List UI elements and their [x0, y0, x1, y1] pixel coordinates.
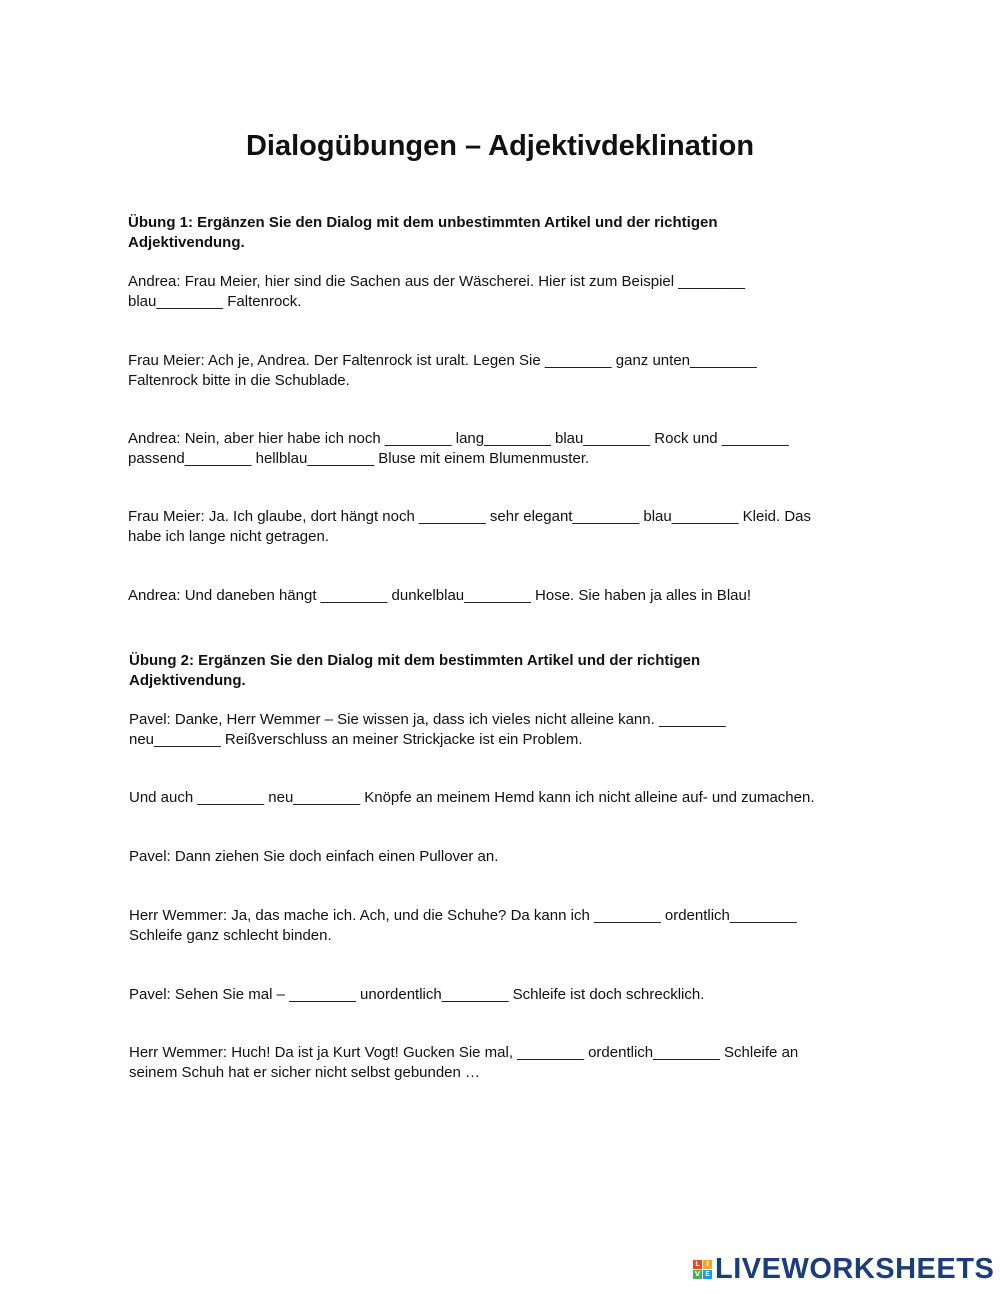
logo-mark-letter: I [703, 1260, 712, 1269]
dialog-text: seinem Schuh hat er sicher nicht selbst gebunden … [129, 1064, 481, 1081]
dialog-line [128, 351, 757, 391]
dialog-line [128, 272, 745, 312]
dialog-text: Andrea: Frau Meier, hier sind die Sachen aus der Wäscherei. Hier ist zum Beispiel ________ [128, 273, 745, 290]
dialog-text: Frau Meier: Ja. Ich glaube, dort hängt noch ________ sehr elegant________ blau________ Kleid. Das [128, 508, 811, 525]
logo-mark-icon [693, 1260, 712, 1279]
dialog-text: Und auch ________ neu________ Knöpfe an meinem Hemd kann ich nicht alleine auf- und zumachen. [129, 789, 815, 806]
dialog-line [129, 788, 814, 808]
heading-line: Adjektivendung. [128, 234, 245, 251]
dialog-text: Herr Wemmer: Ja, das mache ich. Ach, und die Schuhe? Da kann ich ________ ordentlich________ [129, 907, 797, 924]
dialog-line [129, 1043, 798, 1083]
page-title: Dialogübungen – Adjektivdeklination [245, 130, 755, 162]
dialog-text: passend________ hellblau________ Bluse mit einem Blumenmuster. [128, 450, 590, 467]
dialog-text: Pavel: Sehen Sie mal – ________ unordentlich________ Schleife ist doch schrecklich. [129, 986, 705, 1003]
dialog-line [128, 507, 811, 547]
exercise-2-heading [129, 651, 700, 691]
dialog-line [129, 710, 726, 750]
dialog-text: Andrea: Und daneben hängt ________ dunkelblau________ Hose. Sie haben ja alles in Blau! [128, 587, 751, 604]
dialog-text: Frau Meier: Ach je, Andrea. Der Faltenrock ist uralt. Legen Sie ________ ganz unten________ [128, 352, 757, 369]
logo-mark-letter: L [693, 1260, 702, 1269]
dialog-line [129, 847, 498, 867]
dialog-line [128, 429, 789, 469]
dialog-text: Faltenrock bitte in die Schublade. [128, 372, 350, 389]
heading-line: Adjektivendung. [129, 672, 246, 689]
dialog-text: Schleife ganz schlecht binden. [129, 927, 332, 944]
logo-mark-letter: E [703, 1270, 712, 1279]
liveworksheets-logo [693, 1254, 994, 1284]
dialog-line [129, 906, 797, 946]
dialog-line [128, 586, 751, 606]
dialog-text: Pavel: Dann ziehen Sie doch einfach einen Pullover an. [129, 848, 499, 865]
logo-mark-letter: V [694, 1269, 701, 1278]
heading-line: Übung 1: Ergänzen Sie den Dialog mit dem unbestimmten Artikel und der richtigen [128, 214, 718, 231]
logo-text: LIVEWORKSHEETS [715, 1253, 995, 1285]
dialog-text: habe ich lange nicht getragen. [128, 528, 329, 545]
dialog-text: Pavel: Danke, Herr Wemmer – Sie wissen ja, dass ich vieles nicht alleine kann. ________ [129, 711, 726, 728]
exercise-1-heading [128, 213, 718, 253]
dialog-text: Herr Wemmer: Huch! Da ist ja Kurt Vogt! Gucken Sie mal, ________ ordentlich________ Schleife an [129, 1044, 799, 1061]
dialog-line [129, 985, 704, 1005]
heading-line: Übung 2: Ergänzen Sie den Dialog mit dem bestimmten Artikel und der richtigen [129, 652, 701, 669]
dialog-text: Andrea: Nein, aber hier habe ich noch ________ lang________ blau________ Rock und ________ [128, 430, 789, 447]
dialog-text: neu________ Reißverschluss an meiner Strickjacke ist ein Problem. [129, 731, 583, 748]
dialog-text: blau________ Faltenrock. [128, 293, 302, 310]
